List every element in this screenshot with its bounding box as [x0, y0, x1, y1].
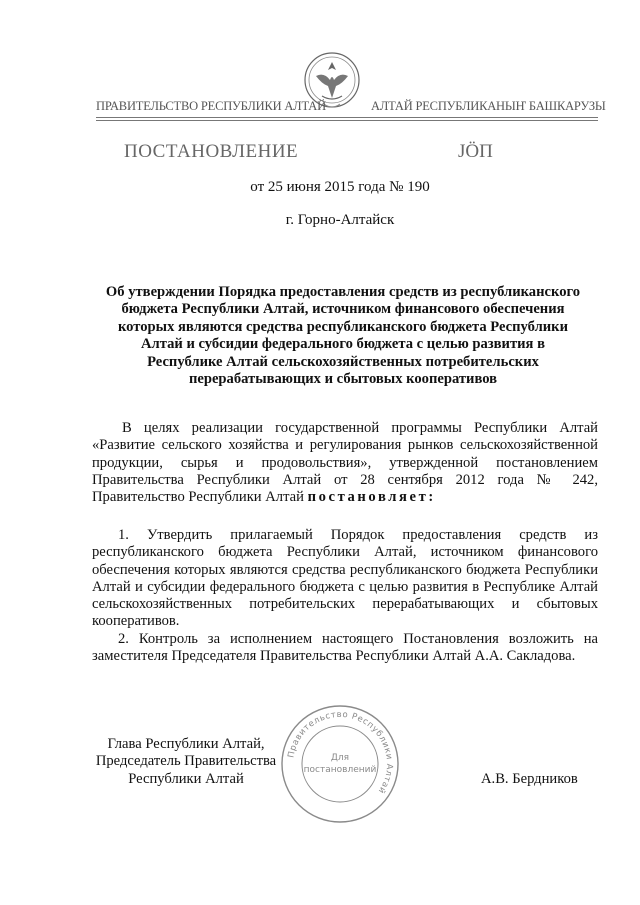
signatory-line: Глава Республики Алтай, [107, 736, 265, 752]
preamble-text: В целях реализации государственной программы Республики Алтай «Развитие сельского хозяйства и регулирования рынков сельскохозяйственной продукции, сырья и продовольствия», утвержденной постановлением Правительства Республики Алтай от 28 сентября 2012 года № 242, Правительство Республики Алтай [92, 420, 598, 506]
header-divider [96, 120, 598, 121]
document-title [88, 284, 598, 388]
signatory-position [88, 736, 284, 788]
clause-1: 1. Утвердить прилагаемый Порядок предоставления средств из республиканского бюджета Республики Алтай, источником финансового обеспечения которых являются средства республиканского бюджета Республики Алтай и субсидии федерального бюджета с целью развития в Республике Алтай сельскохозяйственных потребительских перерабатывающих и сбытовых кооперативов. [92, 527, 598, 630]
government-name-russian: ПРАВИТЕЛЬСТВО РЕСПУБЛИКИ АЛТАЙ [96, 99, 326, 113]
title-line: Алтай и субсидии федерального бюджета с целью развития в [141, 336, 545, 353]
official-stamp [278, 702, 402, 826]
document-type-altai: JӦП [458, 141, 493, 162]
stamp-ring-text: Правительство Республики Алтай [286, 709, 395, 796]
document-date-number: от 25 июня 2015 года № 190 [250, 179, 430, 195]
stamp-center-text: постановлений [303, 765, 377, 775]
signatory-name: А.В. Бердников [481, 771, 578, 787]
document-type-russian: ПОСТАНОВЛЕНИЕ [124, 141, 299, 162]
clause-2: 2. Контроль за исполнением настоящего Постановления возложить на заместителя Председателя Правительства Республики Алтай А.А. Сакладова. [92, 631, 598, 665]
signatory-line: Республики Алтай [128, 770, 244, 787]
resolves-keyword: постановляет: [307, 489, 436, 506]
title-line: Республике Алтай сельскохозяйственных потребительских [147, 353, 539, 370]
signatory-line: Председатель Правительства [95, 753, 277, 770]
header-divider [96, 117, 598, 118]
stamp-center-text: Для [330, 753, 350, 763]
title-line: перерабатывающих и сбытовых кооперативов [188, 371, 498, 388]
preamble-paragraph [92, 420, 598, 506]
title-line: Об утверждении Порядка предоставления средств из республиканского [105, 284, 581, 300]
document-city: г. Горно-Алтайск [285, 212, 395, 228]
title-line: бюджета Республики Алтай, источником финансового обеспечения [121, 301, 565, 318]
government-name-altai: АЛТАЙ РЕСПУБЛИКАНЫҤ БАШКАРУЗЫ [371, 99, 606, 113]
title-line: которых являются средства республиканского бюджета Республики [117, 318, 569, 335]
